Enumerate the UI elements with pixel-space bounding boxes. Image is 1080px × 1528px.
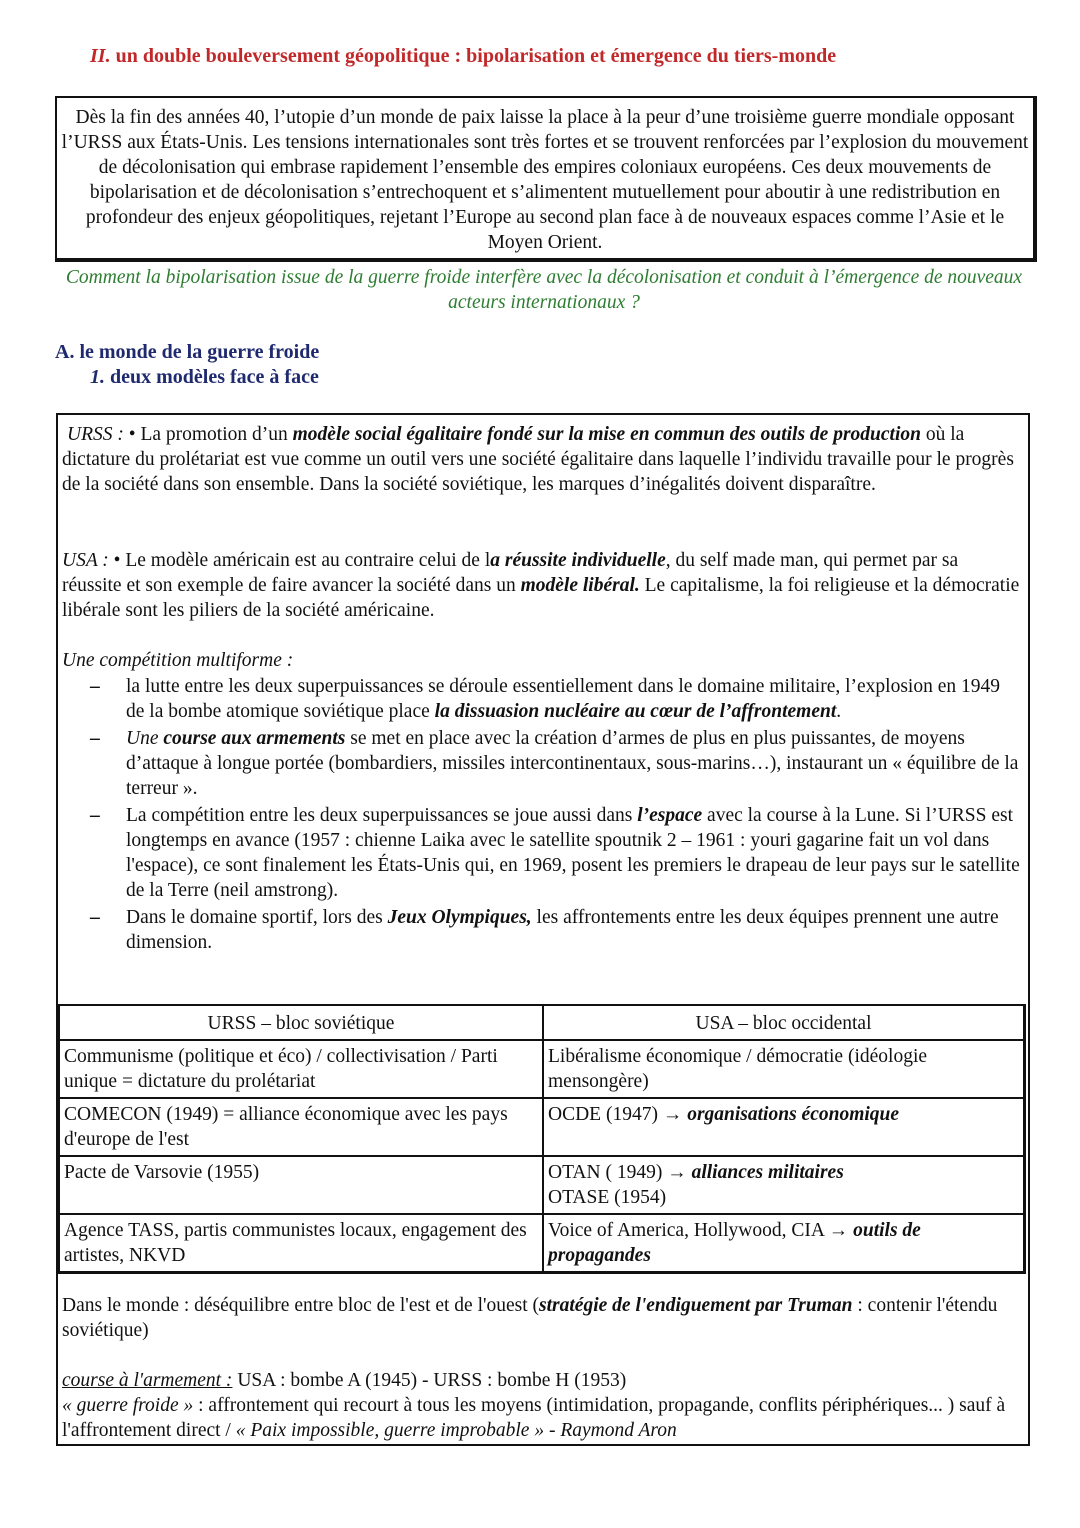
table-row — [59, 1098, 1025, 1156]
table-row — [59, 1040, 1025, 1098]
item3-text-1: La compétition entre les deux superpuissances se joue aussi dans — [126, 805, 638, 826]
table-row — [59, 1214, 1025, 1273]
item3-key-phrase: l’espace — [637, 805, 703, 826]
table-cell — [543, 1214, 1025, 1273]
item4-text-1: Dans le domaine sportif, lors des — [126, 907, 388, 928]
arms-paragraph — [62, 1368, 1020, 1443]
table-header-right: USA – bloc occidental — [543, 1005, 1025, 1040]
item2-text-2: se met en place avec la création d’armes de plus en plus puissantes, de moyens d’attaque à longue portée (bombardiers, missiles intercontinentaux, sous-marins…), instaurant un « équilibre de la terreur ». — [126, 728, 1019, 799]
item1-text-1: la lutte entre les deux superpuissances se déroule essentiellement dans le domaine militaire, l’explosion en 1949 de la bombe atomique soviétique place — [126, 676, 1000, 722]
arms-text-3: - — [544, 1420, 561, 1441]
world-text-1: Dans le monde : déséquilibre entre bloc de l'est et de l'ouest ( — [62, 1295, 540, 1316]
world-text-2: : contenir l'étendu soviétique) — [62, 1295, 998, 1341]
item1-text-2: . — [836, 701, 842, 722]
urss-text-1: • La promotion d’un — [123, 424, 293, 445]
usa-key-phrase-2: modèle libéral. — [520, 575, 640, 596]
arms-label: course à l'armement : — [62, 1370, 233, 1391]
section-title-text: un double bouleversement géopolitique : bipolarisation et émergence du tiers-monde — [115, 45, 837, 67]
models-box — [56, 413, 1030, 1446]
urss-text-2: où la dictature du prolétariat est vue comme un outil vers une société égalitaire dans laquelle l’individu travaille pour le progrès de la société dans son ensemble. Dans la société soviétique, les marques d’inégalités doivent disparaître. — [62, 424, 1014, 495]
arms-author: Raymond Aron — [560, 1420, 677, 1441]
section-number: II. — [90, 45, 111, 67]
item1-key-phrase: la dissuasion nucléaire au cœur de l’affrontement — [434, 701, 837, 722]
competition-heading: Une compétition multiforme : — [62, 650, 294, 671]
list-item — [62, 905, 1020, 955]
urss-model-paragraph — [62, 422, 1020, 497]
usa-label: USA : — [62, 550, 109, 571]
intro-box — [55, 96, 1037, 262]
usa-key-phrase-1: a réussite individuelle — [490, 550, 666, 571]
world-paragraph — [62, 1293, 1020, 1343]
arms-text-2: : affrontement qui recourt à tous les moyens (intimidation, propagande, conflits périphériques... ) sauf à l'affrontement direct / — [62, 1395, 1006, 1441]
urss-key-phrase: modèle social égalitaire fondé sur la mise en commun des outils de production — [292, 424, 921, 445]
table-cell: Communisme (politique et éco) / collectivisation / Parti unique = dictature du prolétariat — [59, 1040, 543, 1098]
table-cell-key-phrase: outils de propagandes — [548, 1220, 921, 1266]
usa-text-2: , du self made man, qui permet par sa réussite et son exemple de faire avancer la société dans un — [62, 550, 959, 596]
subsection-a1-title — [90, 365, 319, 390]
subsection-a1-text: deux modèles face à face — [110, 366, 319, 388]
world-key-phrase: stratégie de l'endiguement par Truman — [539, 1295, 853, 1316]
table-cell: Pacte de Varsovie (1955) — [59, 1156, 543, 1214]
arms-quote-1: « guerre froide » — [62, 1395, 194, 1416]
usa-model-paragraph — [62, 548, 1020, 623]
table-cell-text: OTASE (1954) — [548, 1187, 667, 1208]
arms-text-1: USA : bombe A (1945) - URSS : bombe H (1953) — [232, 1370, 627, 1391]
table-cell — [543, 1156, 1025, 1214]
table-cell-text: OCDE (1947) → — [548, 1104, 688, 1125]
table-header-left: URSS – bloc soviétique — [59, 1005, 543, 1040]
table-row — [59, 1156, 1025, 1214]
item3-text-2: avec la course à la Lune. Si l’URSS est longtemps en avance (1957 : chienne Laika avec le satellite spoutnik 2 – 1961 : youri gagarine fait un vol dans l'espace), ce sont finalement les États-Unis qui, en 1969, posent les premiers le drapeau de leur pays sur le satellite de la Terre (neil amstrong). — [126, 805, 1020, 901]
table-cell-text: OTAN ( 1949) → — [548, 1162, 692, 1183]
table-cell-key-phrase: alliances militaires — [691, 1162, 844, 1183]
list-item — [62, 674, 1020, 724]
competition-list — [62, 674, 1020, 957]
item2-text-1: Une — [126, 728, 164, 749]
arms-quote-2: « Paix impossible, guerre improbable » — [235, 1420, 545, 1441]
item4-key-phrase: Jeux Olympiques, — [387, 907, 532, 928]
intro-text: Dès la fin des années 40, l’utopie d’un monde de paix laisse la place à la peur d’une troisième guerre mondiale opposant l’URSS aux États-Unis. Les tensions internationales sont très fortes et se trouvent renforcées par l’explosion du mouvement de décolonisation qui embrase rapidement l’ensemble des empires coloniaux européens. Ces deux mouvements de bipolarisation et de décolonisation s’entrechoquent et s’alimentent mutuellement pour aboutir à une redistribution en profondeur des enjeux géopolitiques, rejetant l’Europe au second plan face à de nouveaux espaces comme l’Asie et le Moyen Orient. — [61, 107, 1029, 253]
list-item — [62, 803, 1020, 903]
section-title — [90, 44, 836, 69]
problematic: Comment la bipolarisation issue de la guerre froide interfère avec la décolonisation et conduit à l’émergence de nouveaux acteurs internationaux ? — [65, 267, 1023, 313]
item4-text-2: les affrontements entre les deux équipes prennent une autre dimension. — [126, 907, 999, 953]
subsection-a1-number: 1. — [90, 366, 105, 388]
subsection-a-title: A. le monde de la guerre froide — [55, 341, 320, 363]
blocs-comparison-table — [58, 1004, 1026, 1274]
usa-text-3: Le capitalisme, la foi religieuse et la démocratie libérale sont les piliers de la société américaine. — [62, 575, 1020, 621]
list-item — [62, 726, 1020, 801]
table-cell: Agence TASS, partis communistes locaux, engagement des artistes, NKVD — [59, 1214, 543, 1273]
table-cell: Libéralisme économique / démocratie (idéologie mensongère) — [543, 1040, 1025, 1098]
usa-text-1: • Le modèle américain est au contraire celui de l — [108, 550, 491, 571]
table-cell-text: Voice of America, Hollywood, CIA → — [548, 1220, 854, 1241]
table-row — [59, 1005, 1025, 1040]
table-cell — [543, 1098, 1025, 1156]
urss-label: URSS : — [67, 424, 124, 445]
table-cell-key-phrase: organisations économique — [687, 1104, 900, 1125]
table-cell: COMECON (1949) = alliance économique avec les pays d'europe de l'est — [59, 1098, 543, 1156]
item2-key-phrase: course aux armements — [163, 728, 346, 749]
